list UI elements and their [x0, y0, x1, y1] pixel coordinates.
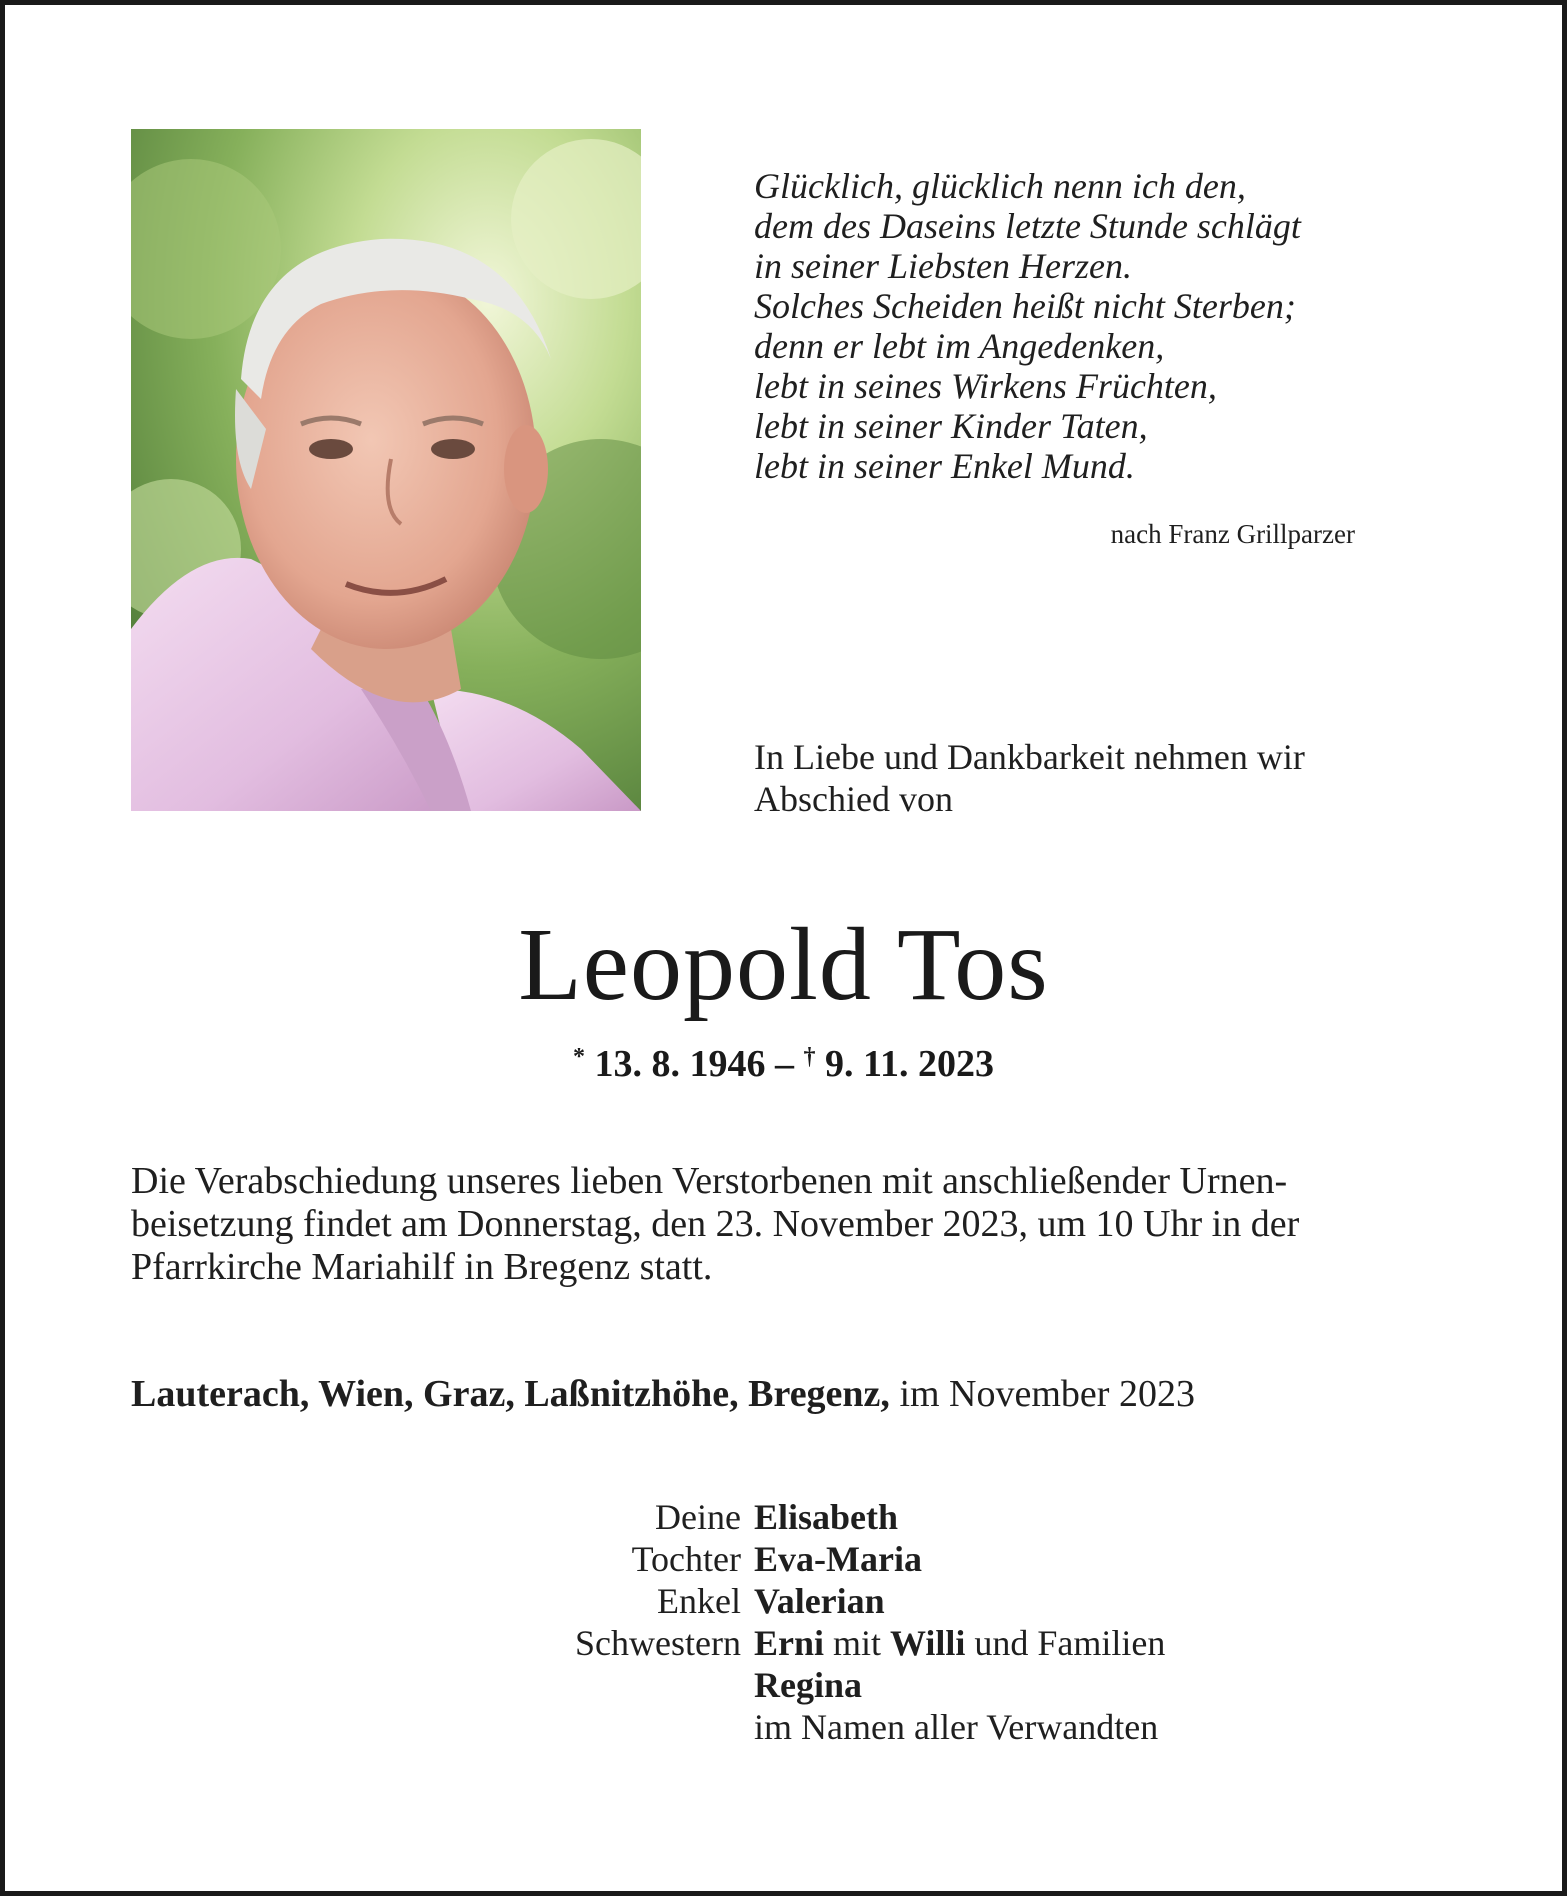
family-row [500, 1538, 1400, 1580]
family-name: Eva-Maria [754, 1539, 922, 1579]
family-list [500, 1496, 1400, 1748]
family-role: Enkel [657, 1581, 741, 1621]
poem-line: dem des Daseins letzte Stunde schlägt [754, 206, 1301, 246]
family-suffix: und Familien [974, 1623, 1166, 1663]
places-and-date [131, 1372, 1441, 1416]
family-role: Tochter [631, 1539, 741, 1579]
poem-line: denn er lebt im Angedenken, [754, 326, 1165, 366]
places-date: im November 2023 [899, 1373, 1195, 1415]
poem-author: nach Franz Grillparzer [1110, 519, 1355, 549]
poem-line: lebt in seiner Enkel Mund. [754, 446, 1135, 486]
poem-line: Glücklich, glücklich nenn ich den, [754, 166, 1246, 206]
family-row [500, 1664, 1400, 1706]
intro-line: In Liebe und Dankbarkeit nehmen wir [754, 737, 1305, 777]
life-dates [0, 1034, 1567, 1087]
farewell-intro [754, 736, 1444, 820]
family-row [500, 1622, 1400, 1664]
family-row [500, 1496, 1400, 1538]
intro-line: Abschied von [754, 779, 953, 819]
death-mark: † [803, 1044, 816, 1070]
family-name: Elisabeth [754, 1497, 899, 1537]
family-role [500, 1664, 754, 1706]
birth-date: 13. 8. 1946 [594, 1043, 766, 1085]
date-separator: – [775, 1043, 795, 1085]
places-list: Lauterach, Wien, Graz, Laßnitzhöhe, Bregenz, [131, 1373, 890, 1415]
family-name: Valerian [754, 1581, 885, 1621]
announcement-line: Pfarrkirche Mariahilf in Bregenz statt. [131, 1246, 713, 1288]
family-role [500, 1706, 754, 1748]
birth-mark: * [573, 1044, 586, 1070]
family-name: Erni [754, 1623, 825, 1663]
poem [754, 166, 1474, 486]
family-name: Regina [754, 1665, 862, 1705]
family-closing: im Namen aller Verwandten [754, 1707, 1159, 1747]
family-role: Schwestern [575, 1623, 741, 1663]
family-role: Deine [655, 1497, 741, 1537]
portrait-illustration [131, 129, 641, 811]
poem-line: lebt in seines Wirkens Früchten, [754, 366, 1217, 406]
death-date: 9. 11. 2023 [825, 1043, 994, 1085]
family-row [500, 1706, 1400, 1748]
funeral-announcement [131, 1160, 1441, 1289]
portrait-photo [131, 129, 641, 811]
family-connector: mit [833, 1623, 882, 1663]
announcement-line: beisetzung findet am Donnerstag, den 23. November 2023, um 10 Uhr in der [131, 1203, 1300, 1245]
deceased-name: Leopold Tos [518, 907, 1049, 1022]
family-row [500, 1580, 1400, 1622]
poem-line: Solches Scheiden heißt nicht Sterben; [754, 286, 1296, 326]
poem-line: lebt in seiner Kinder Taten, [754, 406, 1148, 446]
poem-line: in seiner Liebsten Herzen. [754, 246, 1132, 286]
announcement-line: Die Verabschiedung unseres lieben Verstorbenen mit anschließender Urnen- [131, 1160, 1288, 1202]
family-name: Willi [890, 1623, 966, 1663]
